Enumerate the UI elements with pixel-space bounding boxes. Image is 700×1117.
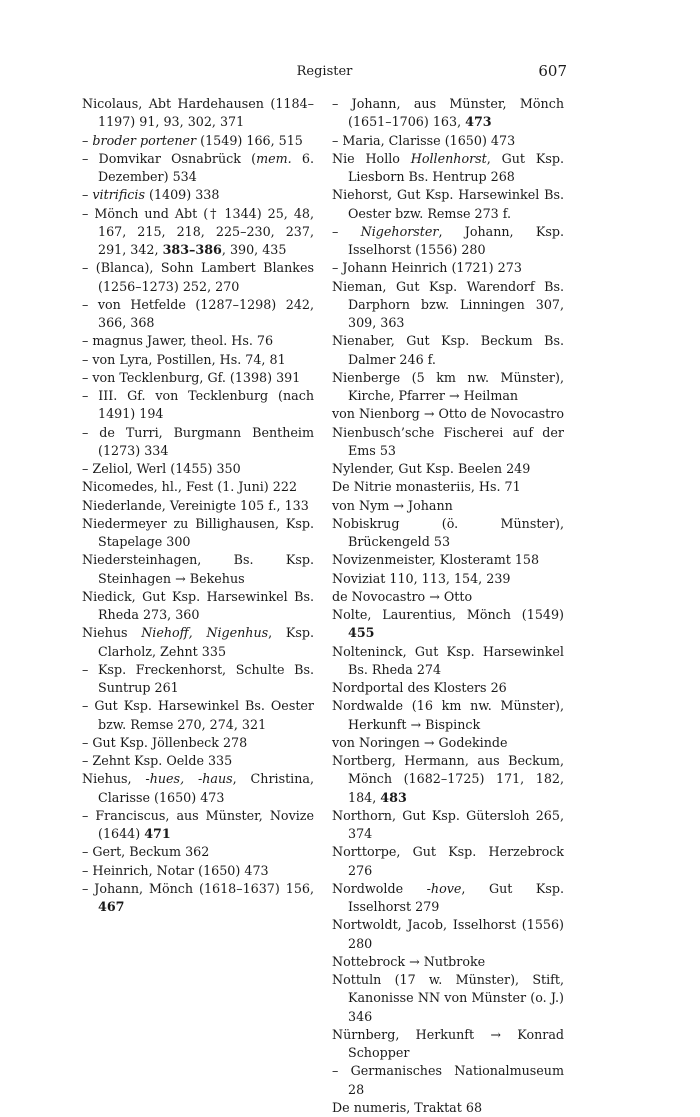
index-entry: – broder portener (1549) 166, 515	[82, 132, 303, 148]
index-entry: – von Lyra, Postillen, Hs. 74, 81	[82, 351, 286, 367]
index-entry: von Nym → Johann	[332, 497, 453, 513]
index-entry: – Gut Ksp. Jöllenbeck 278	[82, 734, 248, 750]
index-column-left	[82, 95, 314, 916]
index-entry: von Noringen → Godekinde	[332, 734, 508, 750]
index-entry: Nürnberg, Herkunft → Konrad Schopper	[332, 1026, 564, 1060]
index-entry: von Nienborg → Otto de Novocastro	[332, 406, 564, 422]
index-entry: – Zehnt Ksp. Oelde 335	[82, 753, 233, 768]
index-entry: Niedick, Gut Ksp. Harsewinkel Bs. Rheda 273, 360	[82, 588, 314, 622]
index-entry: Nortwoldt, Jacob, Isselhorst (1556) 280	[332, 917, 564, 951]
running-head: Register	[296, 64, 353, 79]
index-entry: Niedermeyer zu Billighausen, Ksp. Stapelage 300	[82, 515, 314, 549]
index-entry: – Germanisches Nationalmuseum 28	[332, 1063, 564, 1097]
index-entry: Nordportal des Klosters 26	[332, 680, 507, 695]
index-entry: Niedersteinhagen, Bs. Ksp. Steinhagen → Bekehus	[82, 552, 314, 586]
index-entry: Niehorst, Gut Ksp. Harsewinkel Bs. Oester bzw. Remse 273 f.	[332, 187, 564, 221]
index-entry: Nylender, Gut Ksp. Beelen 249	[332, 461, 531, 476]
index-entry: Norttorpe, Gut Ksp. Herzebrock 276	[332, 844, 564, 878]
index-entry: – Zeliol, Werl (1455) 350	[82, 461, 241, 476]
index-entry: – (Blanca), Sohn Lambert Blankes (1256–1273) 252, 270	[82, 260, 314, 294]
index-entry: Northorn, Gut Ksp. Gütersloh 265, 374	[332, 807, 564, 841]
index-entry: Nordwolde -hove, Gut Ksp. Isselhorst 279	[332, 880, 564, 914]
index-entry: De numeris, Traktat 68	[332, 1099, 483, 1115]
index-entry: Nicomedes, hl., Fest (1. Juni) 222	[82, 479, 298, 495]
index-entry: Nienberge (5 km nw. Münster), Kirche, Pfarrer → Heilman	[332, 369, 564, 403]
index-entry: Novizenmeister, Klosteramt 158	[332, 552, 540, 568]
index-entry: – von Hetfelde (1287–1298) 242, 366, 368	[82, 296, 314, 330]
index-entry: – magnus Jawer, theol. Hs. 76	[82, 333, 274, 349]
index-entry: – Johann, Mönch (1618–1637) 156, 467	[82, 880, 314, 914]
page-number: 607	[538, 62, 567, 80]
index-entry: Niehus, -hues, -haus, Christina, Clarisse (1650) 473	[82, 771, 314, 805]
index-entry: – von Tecklenburg, Gf. (1398) 391	[82, 369, 301, 385]
index-entry: Niehus Niehoff, Nigenhus, Ksp. Clarholz, Zehnt 335	[82, 625, 314, 659]
index-entry: Nottuln (17 w. Münster), Stift, Kanonisse NN von Münster (o. J.) 346	[332, 972, 564, 1024]
index-column-right	[332, 95, 564, 1117]
index-entry: Nienaber, Gut Ksp. Beckum Bs. Dalmer 246 f.	[332, 333, 564, 367]
index-entry: Nordwalde (16 km nw. Münster), Herkunft → Bispinck	[332, 698, 564, 732]
index-entry: – III. Gf. von Tecklenburg (nach 1491) 194	[82, 388, 314, 422]
index-entry: – vitrificis (1409) 338	[82, 187, 220, 203]
index-entry: Nolte, Laurentius, Mönch (1549) 455	[332, 607, 564, 641]
index-entry: Nobiskrug (ö. Münster), Brückengeld 53	[332, 515, 564, 549]
index-entry: – Gert, Beckum 362	[82, 844, 210, 860]
index-entry: Nottebrock → Nutbroke	[332, 953, 486, 969]
index-entry: Nolteninck, Gut Ksp. Harsewinkel Bs. Rheda 274	[332, 643, 564, 677]
index-entry: Nortberg, Hermann, aus Beckum, Mönch (1682–1725) 171, 182, 184, 483	[332, 753, 564, 805]
index-entry: – Nigehorster, Johann, Ksp. Isselhorst (1556) 280	[332, 223, 564, 257]
index-entry: – Franciscus, aus Münster, Novize (1644) 471	[82, 807, 314, 841]
index-entry: Noviziat 110, 113, 154, 239	[332, 570, 511, 586]
index-entry: – Domvikar Osnabrück (mem. 6. Dezember) 534	[82, 150, 315, 184]
index-entry: Nieman, Gut Ksp. Warendorf Bs. Darphorn bzw. Linningen 307, 309, 363	[332, 278, 564, 330]
index-entry: – Heinrich, Notar (1650) 473	[82, 862, 269, 878]
index-entry: Niederlande, Vereinigte 105 f., 133	[82, 497, 309, 513]
index-entry: – Maria, Clarisse (1650) 473	[332, 132, 516, 148]
index-entry: – Johann Heinrich (1721) 273	[332, 260, 522, 276]
index-entry: Nicolaus, Abt Hardehausen (1184–1197) 91, 93, 302, 371	[82, 96, 314, 130]
index-entry: De Nitrie monasteriis, Hs. 71	[332, 479, 521, 495]
page-header	[82, 62, 567, 82]
index-entry: – de Turri, Burgmann Bentheim (1273) 334	[82, 424, 314, 458]
index-entry: Nie Hollo Hollenhorst, Gut Ksp. Liesborn Bs. Hentrup 268	[332, 150, 564, 184]
index-entry: Nienbusch’sche Fischerei auf der Ems 53	[332, 424, 564, 458]
index-entry: – Ksp. Freckenhorst, Schulte Bs. Suntrup 261	[82, 661, 314, 695]
index-entry: – Mönch und Abt († 1344) 25, 48, 167, 215, 218, 225–230, 237, 291, 342, 383–386, 390, 435	[82, 205, 314, 257]
index-entry: – Gut Ksp. Harsewinkel Bs. Oester bzw. Remse 270, 274, 321	[82, 698, 314, 732]
index-entry: de Novocastro → Otto	[332, 588, 473, 604]
index-entry: – Johann, aus Münster, Mönch (1651–1706) 163, 473	[332, 96, 564, 130]
